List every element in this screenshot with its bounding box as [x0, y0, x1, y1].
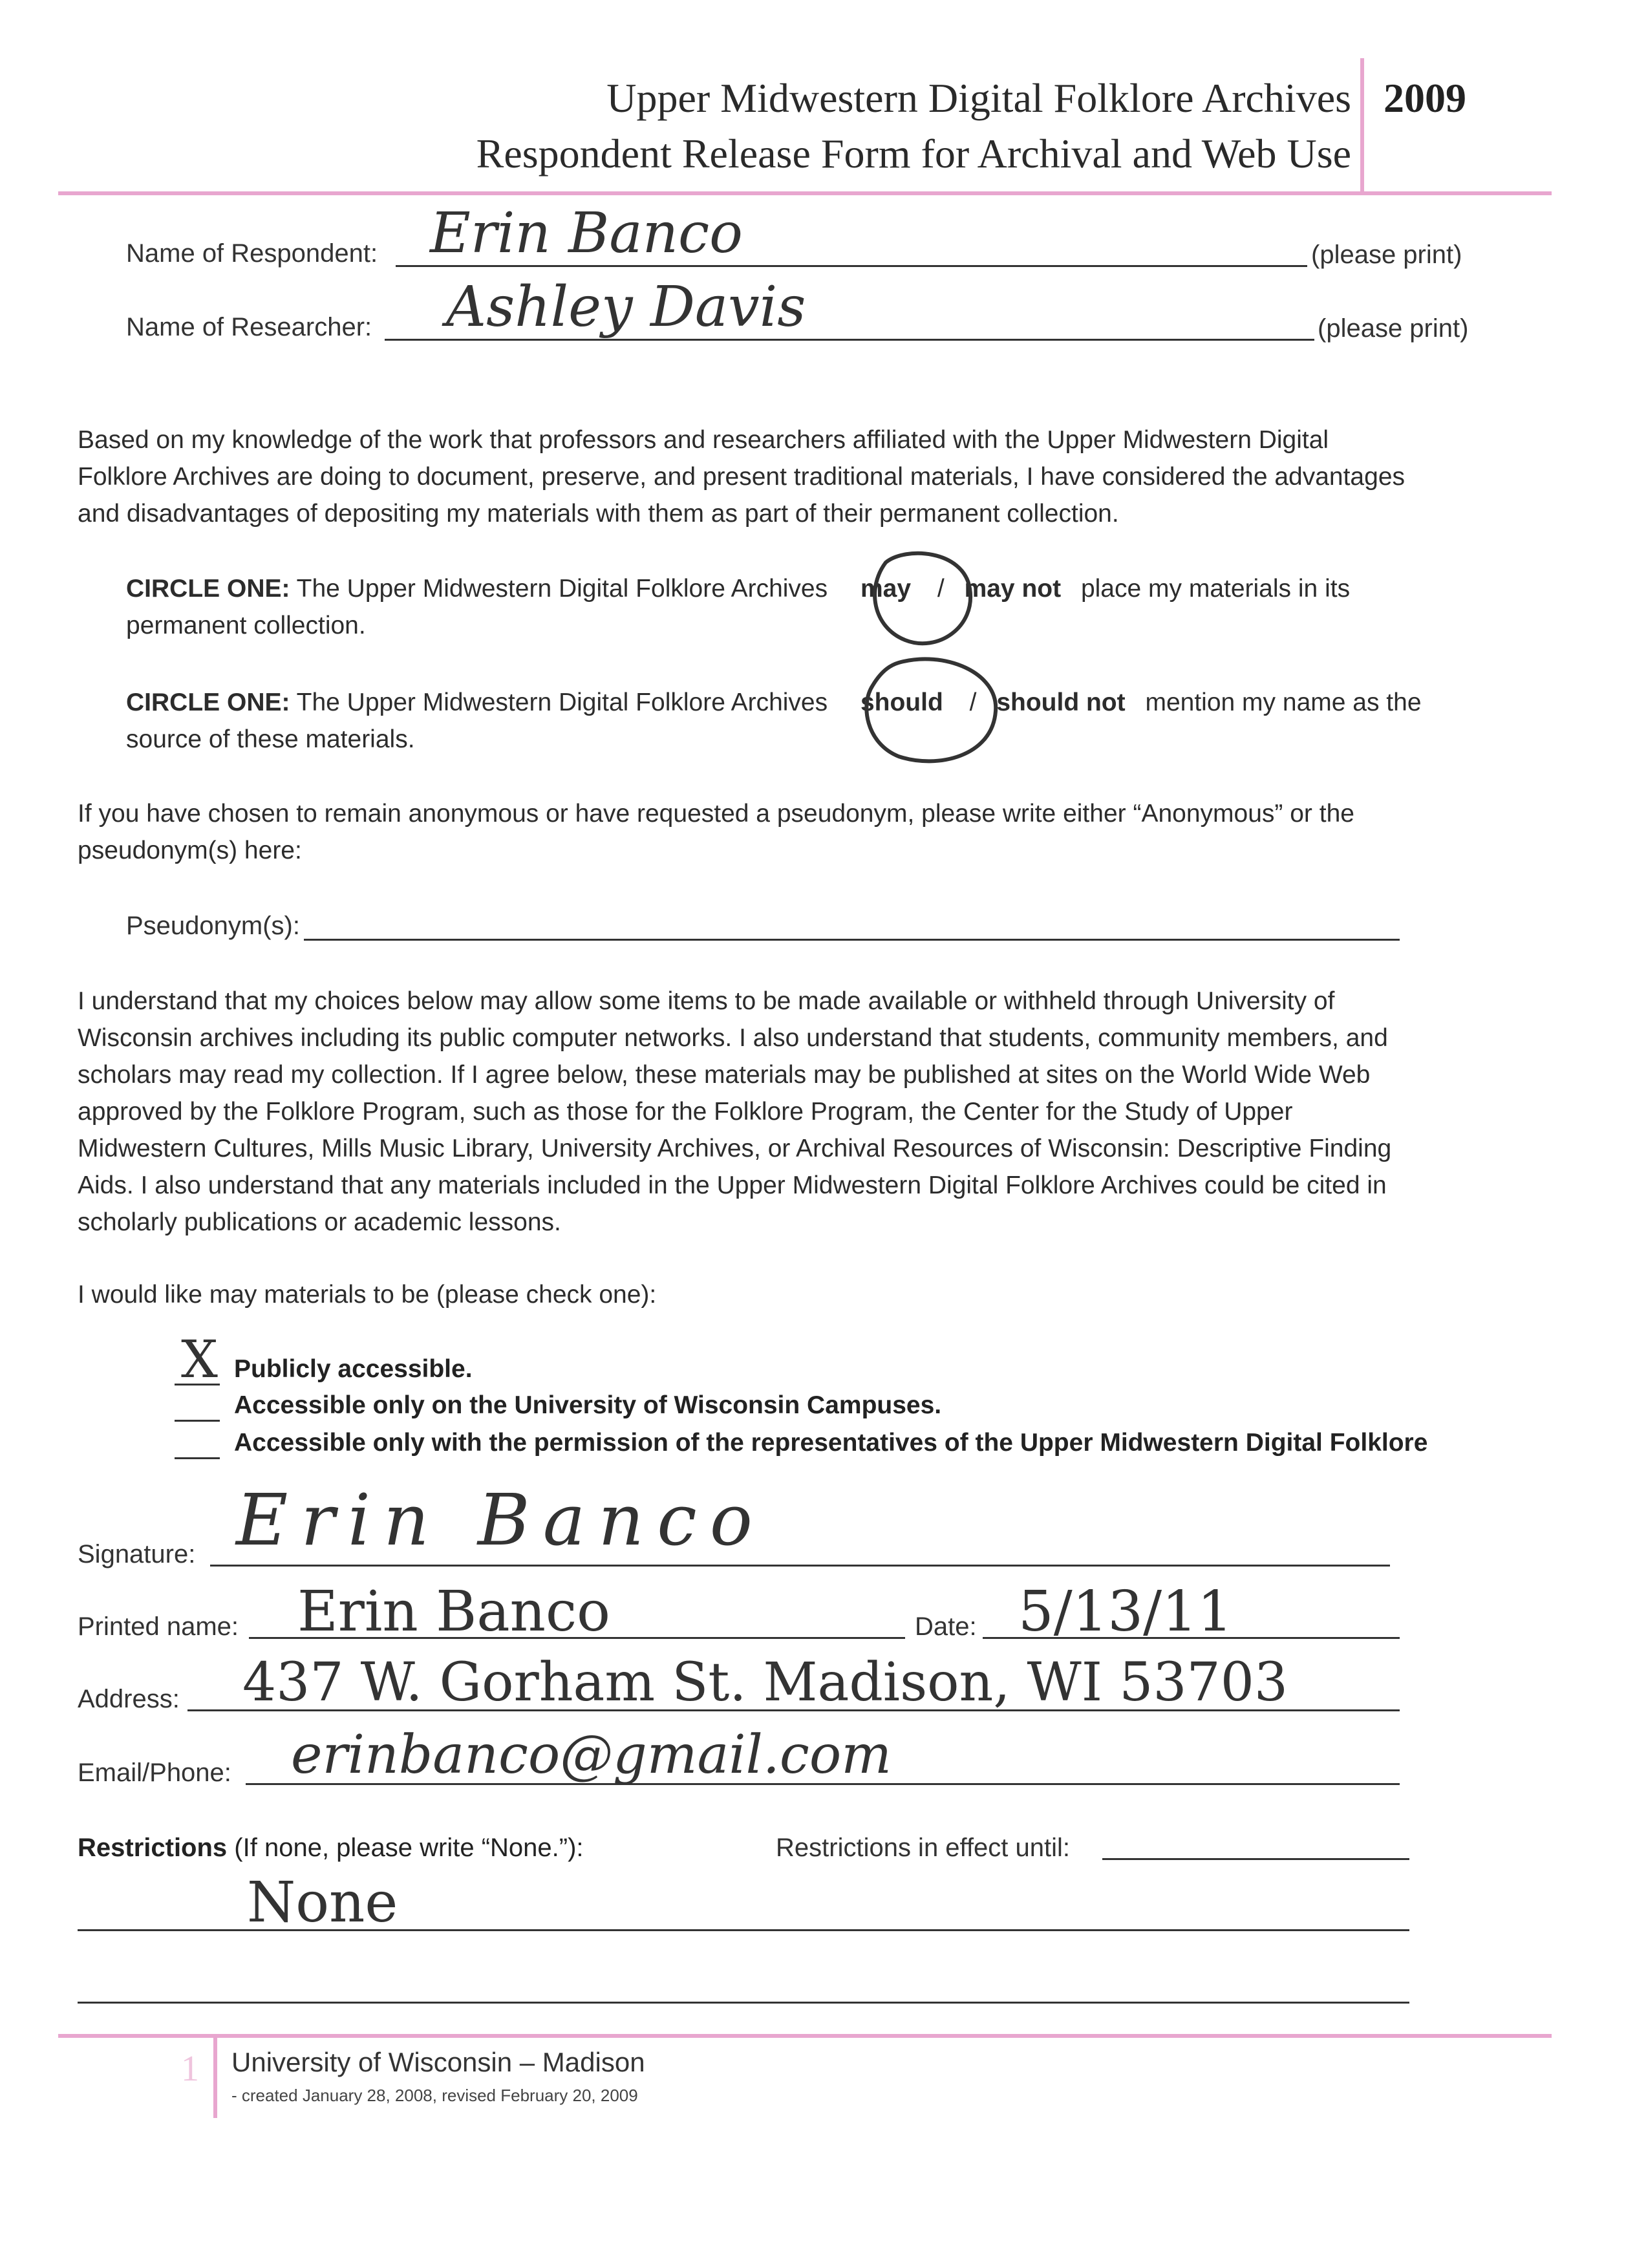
circle-text: The Upper Midwestern Digital Folklore Archives [296, 689, 828, 716]
address-label: Address: [78, 1685, 180, 1713]
circle-text: The Upper Midwestern Digital Folklore Archives [296, 575, 828, 603]
option-separator: / [969, 689, 977, 716]
circle-tail: mention my name as the [1145, 689, 1422, 716]
checkbox-campus[interactable] [175, 1420, 220, 1422]
email-value[interactable]: erinbanco@gmail.com [291, 1724, 892, 1786]
footer-rule [58, 2034, 1552, 2038]
hand-circle-may [866, 550, 996, 666]
signature-line [210, 1565, 1390, 1567]
intro-line: and disadvantages of depositing my materials with them as part of their permanent collection. [78, 500, 1119, 528]
circle-lead: CIRCLE ONE: [126, 575, 290, 603]
circle-line2: source of these materials. [126, 725, 415, 753]
researcher-label: Name of Researcher: [126, 313, 372, 341]
option-permission: Accessible only with the permission of the representatives of the Upper Midwestern Digital Folklore [234, 1429, 1428, 1457]
circle-one-may [126, 570, 1535, 644]
understand-line: Aids. I also understand that any materials included in the Upper Midwestern Digital Folklore Archives could be cited in [78, 1171, 1387, 1199]
form-title-line2: Respondent Release Form for Archival and Web Use [476, 131, 1351, 177]
pseudonym-label: Pseudonym(s): [126, 912, 300, 940]
header-divider [1360, 58, 1364, 194]
date-value[interactable]: 5/13/11 [1018, 1579, 1233, 1644]
restrictions-until-label: Restrictions in effect until: [776, 1834, 1071, 1862]
date-label: Date: [915, 1612, 977, 1641]
form-title-line1: Upper Midwestern Digital Folklore Archives [606, 75, 1351, 121]
researcher-name-value[interactable]: Ashley Davis [446, 275, 806, 339]
understand-line: scholars may read my collection. If I agree below, these materials may be published at sites on the World Wide Web [78, 1061, 1371, 1089]
footer-divider [213, 2034, 217, 2118]
pseudonym-line: pseudonym(s) here: [78, 837, 302, 864]
understand-line: I understand that my choices below may allow some items to be made available or withheld through University of [78, 987, 1335, 1015]
restrictions-line-2 [78, 2002, 1409, 2004]
understand-paragraph [78, 983, 1532, 1241]
circle-tail: place my materials in its [1080, 575, 1351, 603]
restrictions-value[interactable]: None [247, 1870, 398, 1935]
pseudonym-instructions [78, 795, 1532, 869]
checkbox-permission[interactable] [175, 1457, 220, 1459]
pseudonym-field[interactable] [304, 939, 1400, 941]
check-mark: X [181, 1329, 218, 1389]
respondent-name-value[interactable]: Erin Banco [430, 201, 743, 266]
respondent-print-note: (please print) [1311, 241, 1462, 269]
address-value[interactable]: 437 W. Gorham St. Madison, WI 53703 [242, 1652, 1288, 1713]
option-campus: Accessible only on the University of Wisconsin Campuses. [234, 1391, 942, 1419]
pseudonym-line: If you have chosen to remain anonymous or have requested a pseudonym, please write either “Anonymous” or the [78, 800, 1354, 828]
form-year: 2009 [1384, 75, 1466, 121]
researcher-print-note: (please print) [1318, 314, 1469, 343]
circle-lead: CIRCLE ONE: [126, 689, 290, 716]
printed-name-value[interactable]: Erin Banco [297, 1579, 610, 1644]
intro-line: Based on my knowledge of the work that professors and researchers affiliated with the Upper Midwestern Digital [78, 426, 1329, 454]
option-should[interactable]: should [860, 689, 943, 716]
signature-value[interactable]: Erin Banco [236, 1479, 765, 1561]
page-number: 1 [181, 2049, 199, 2089]
circle-line2: permanent collection. [126, 612, 366, 639]
circle-one-should [126, 684, 1535, 758]
intro-line: Folklore Archives are doing to document, preserve, and present traditional materials, I have considered the advantages [78, 463, 1406, 491]
restrictions-label-bold: Restrictions [78, 1834, 228, 1862]
intro-paragraph [78, 422, 1532, 532]
option-should-not[interactable]: should not [996, 689, 1126, 716]
email-label: Email/Phone: [78, 1759, 231, 1787]
understand-line: approved by the Folklore Program, such as those for the Folklore Program, the Center for the Study of Upper [78, 1098, 1293, 1126]
footer-university: University of Wisconsin – Madison [231, 2047, 645, 2077]
option-separator: / [937, 575, 945, 603]
option-public: Publicly accessible. [234, 1355, 473, 1383]
printed-name-label: Printed name: [78, 1612, 239, 1641]
respondent-label: Name of Respondent: [126, 239, 378, 268]
option-may-not[interactable]: may not [964, 575, 1062, 603]
restrictions-label-note: (If none, please write “None.”): [234, 1834, 584, 1862]
signature-label: Signature: [78, 1540, 196, 1568]
restrictions-until-field[interactable] [1102, 1858, 1409, 1860]
option-may[interactable]: may [860, 575, 912, 603]
understand-line: Midwestern Cultures, Mills Music Library, University Archives, or Archival Resources of Wisconsin: Descriptive Finding [78, 1135, 1392, 1162]
header-rule [58, 191, 1552, 195]
understand-line: scholarly publications or academic lessons. [78, 1208, 561, 1236]
footer-created: - created January 28, 2008, revised February 20, 2009 [231, 2086, 638, 2105]
access-prompt: I would like may materials to be (please check one): [78, 1281, 657, 1309]
understand-line: Wisconsin archives including its public computer networks. I also understand that students, community members, and [78, 1024, 1388, 1052]
hand-circle-should [860, 653, 1015, 776]
restrictions-label [78, 1834, 584, 1863]
restrictions-line-1 [78, 1929, 1409, 1931]
